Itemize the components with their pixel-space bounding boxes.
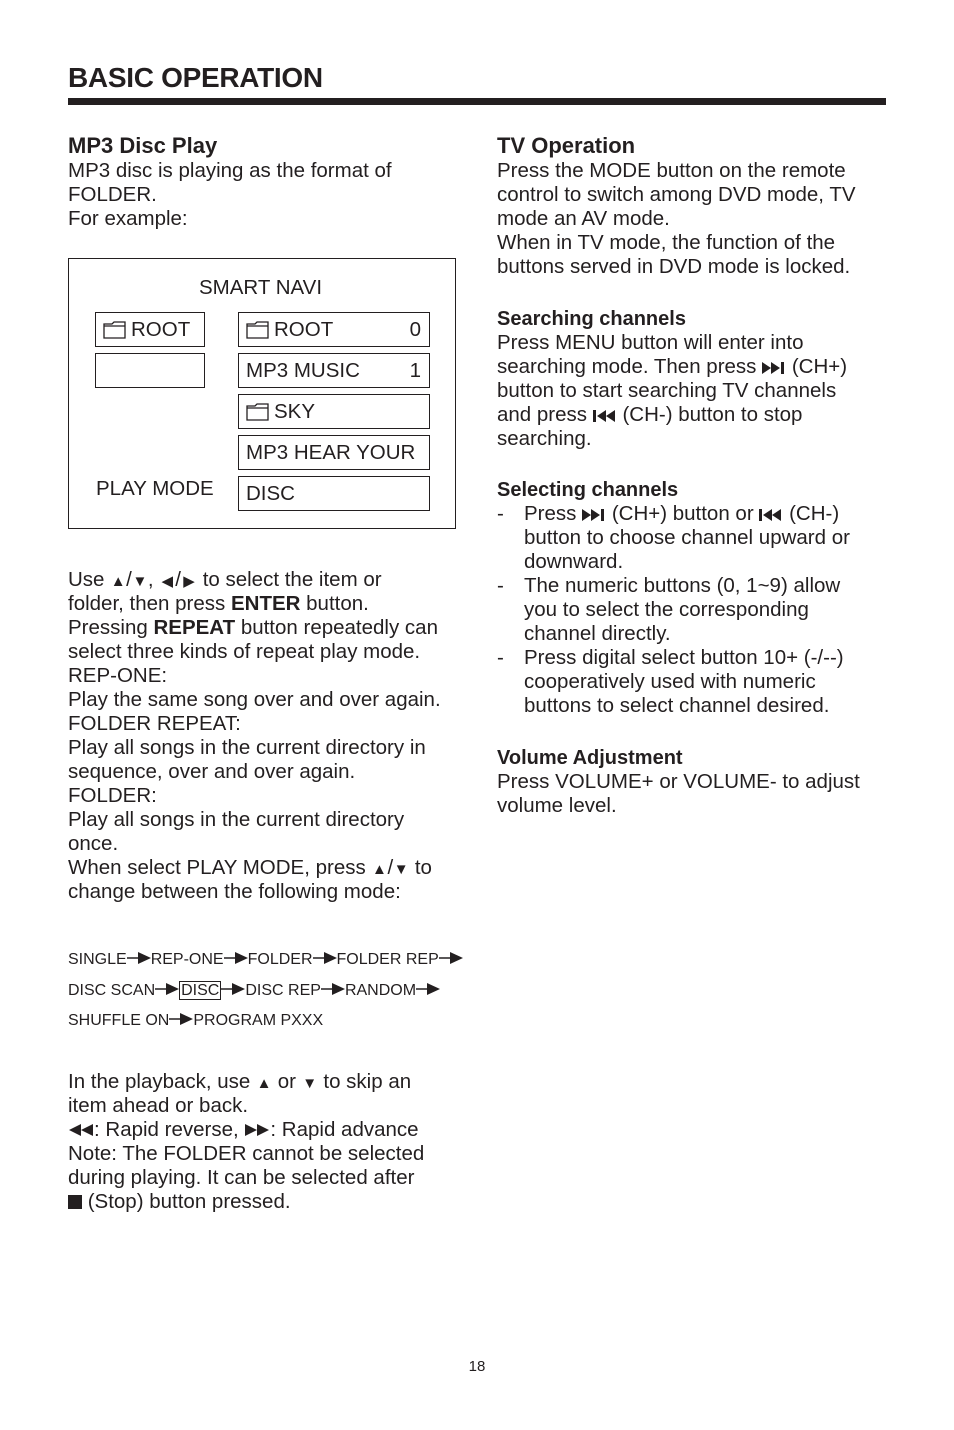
- navi-row-label: DISC: [246, 482, 295, 505]
- mode-sequence-2: DISC SCAN DISC DISC REP RANDOM: [68, 981, 440, 1001]
- previous-icon: [593, 410, 617, 422]
- stop-icon: [68, 1195, 82, 1209]
- fast-forward-icon: [244, 1123, 270, 1137]
- navi-row-label: SKY: [274, 400, 316, 423]
- when-line-1: When select PLAY MODE, press ▲/▼ to: [68, 856, 432, 882]
- right-icon: ▶: [183, 573, 195, 590]
- repeat-modes-text: select three kinds of repeat play mode. REP-ONE: Play the same song over and over again. FOLDER REPEAT: Play all songs in the current directory in sequence, over and over again. FOLDER: Play all songs in the current directory once.: [68, 640, 441, 855]
- tv-heading: TV Operation: [497, 133, 636, 158]
- mp3-heading: MP3 Disc Play: [68, 133, 218, 158]
- arrow-right-icon: [313, 952, 337, 964]
- when-line-2: change between the following mode:: [68, 880, 401, 903]
- arrow-right-icon: [127, 952, 151, 964]
- play-mode-label: PLAY MODE: [96, 477, 214, 500]
- use-line-1: Use ▲/▼, ◀ / ▶ to select the item or: [68, 568, 382, 594]
- arrow-right-icon: [416, 983, 440, 995]
- arrow-right-icon: [439, 952, 463, 964]
- search-line-5: searching.: [497, 427, 592, 450]
- navi-title: SMART NAVI: [199, 276, 323, 299]
- search-line-1: Press MENU button will enter into: [497, 331, 804, 354]
- arrow-right-icon: [221, 983, 245, 995]
- play-mode-value[interactable]: [238, 476, 430, 511]
- page-number: 18: [468, 1358, 486, 1375]
- playback-line-1: In the playback, use ▲ or ▼ to skip an: [68, 1070, 411, 1096]
- smart-navi-panel: [68, 258, 456, 529]
- up-icon: ▲: [256, 1075, 272, 1092]
- arrow-right-icon: [224, 952, 248, 964]
- list-item: The numeric buttons (0, 1~9) allow you to select the corresponding channel directly.: [524, 574, 841, 645]
- search-line-2: searching mode. Then press (CH+): [497, 355, 848, 378]
- folder-icon: [103, 321, 127, 339]
- pressing-line: Pressing REPEAT button repeatedly can: [68, 616, 438, 639]
- down-icon: ▼: [393, 861, 409, 878]
- playback-line-2: item ahead or back.: [68, 1094, 249, 1117]
- current-mode-disc: DISC: [181, 982, 220, 999]
- down-icon: ▼: [132, 573, 148, 590]
- folder-icon: [246, 321, 270, 339]
- up-icon: ▲: [110, 573, 126, 590]
- volume-heading: Volume Adjustment: [497, 747, 683, 769]
- navi-empty-box[interactable]: [95, 353, 205, 388]
- folder-icon: [246, 403, 270, 421]
- mode-sequence-3: SHUFFLE ON PROGRAM PXXX: [68, 1012, 324, 1029]
- navi-row-root[interactable]: [238, 312, 430, 347]
- arrow-right-icon: [169, 1013, 193, 1025]
- up-icon: ▲: [372, 861, 387, 878]
- arrow-right-icon: [321, 983, 345, 995]
- next-icon: [762, 362, 786, 374]
- navi-row-count: 0: [409, 318, 421, 341]
- selecting-list: - Press (CH+) button or (CH-) button to choose channel upward or downward. - The numeric buttons (0, 1~9) allow you to select the corresponding channel directly. - Press digital select button 10+ (-/--) cooperatively used with numeric buttons to select channel desired.: [497, 502, 850, 717]
- search-line-3: button to start searching TV channels: [497, 379, 837, 402]
- navi-row-mp3-music[interactable]: [238, 353, 430, 388]
- navi-row-mp3-hear[interactable]: [238, 435, 430, 470]
- mp3-intro: MP3 disc is playing as the format of FOLDER. For example:: [68, 159, 392, 230]
- volume-body: Press VOLUME+ or VOLUME- to adjust volume level.: [497, 770, 860, 817]
- list-item-cont: button to choose channel upward or downward.: [524, 526, 850, 573]
- previous-icon: [759, 509, 783, 521]
- navi-row-label: ROOT: [274, 318, 334, 341]
- navi-root-left-label: ROOT: [131, 318, 191, 341]
- rapid-line: : Rapid reverse, : Rapid advance: [68, 1118, 419, 1142]
- left-icon: ◀: [161, 573, 174, 590]
- title-rule: [68, 98, 886, 105]
- down-icon: ▼: [302, 1075, 318, 1092]
- note-text: Note: The FOLDER cannot be selected during playing. It can be selected after: [68, 1142, 425, 1189]
- stop-line: (Stop) button pressed.: [68, 1190, 291, 1214]
- navi-row-label: MP3 HEAR YOUR: [246, 441, 416, 464]
- selecting-heading: Selecting channels: [497, 479, 679, 501]
- tv-body: Press the MODE button on the remote control to switch among DVD mode, TV mode an AV mode. When in TV mode, the function of the buttons served in DVD mode is locked.: [497, 159, 856, 278]
- list-item: Press (CH+) button or (CH-): [524, 502, 840, 525]
- mode-sequence-1: SINGLE REP-ONE FOLDER FOLDER REP: [68, 950, 463, 970]
- searching-heading: Searching channels: [497, 308, 686, 330]
- list-item: Press digital select button 10+ (-/--) cooperatively used with numeric buttons to select channel desired.: [524, 646, 844, 717]
- rewind-icon: [68, 1123, 94, 1137]
- navi-row-label: MP3 MUSIC: [246, 359, 360, 382]
- navi-row-count: 1: [409, 359, 421, 382]
- navi-row-sky[interactable]: [238, 394, 430, 429]
- use-line-2: folder, then press ENTER button.: [68, 592, 369, 615]
- arrow-right-icon: [155, 983, 179, 995]
- search-line-4: and press (CH-) button to stop: [497, 403, 803, 426]
- navi-root-left[interactable]: [95, 312, 205, 347]
- page-title: BASIC OPERATION: [68, 62, 323, 93]
- next-icon: [582, 509, 606, 521]
